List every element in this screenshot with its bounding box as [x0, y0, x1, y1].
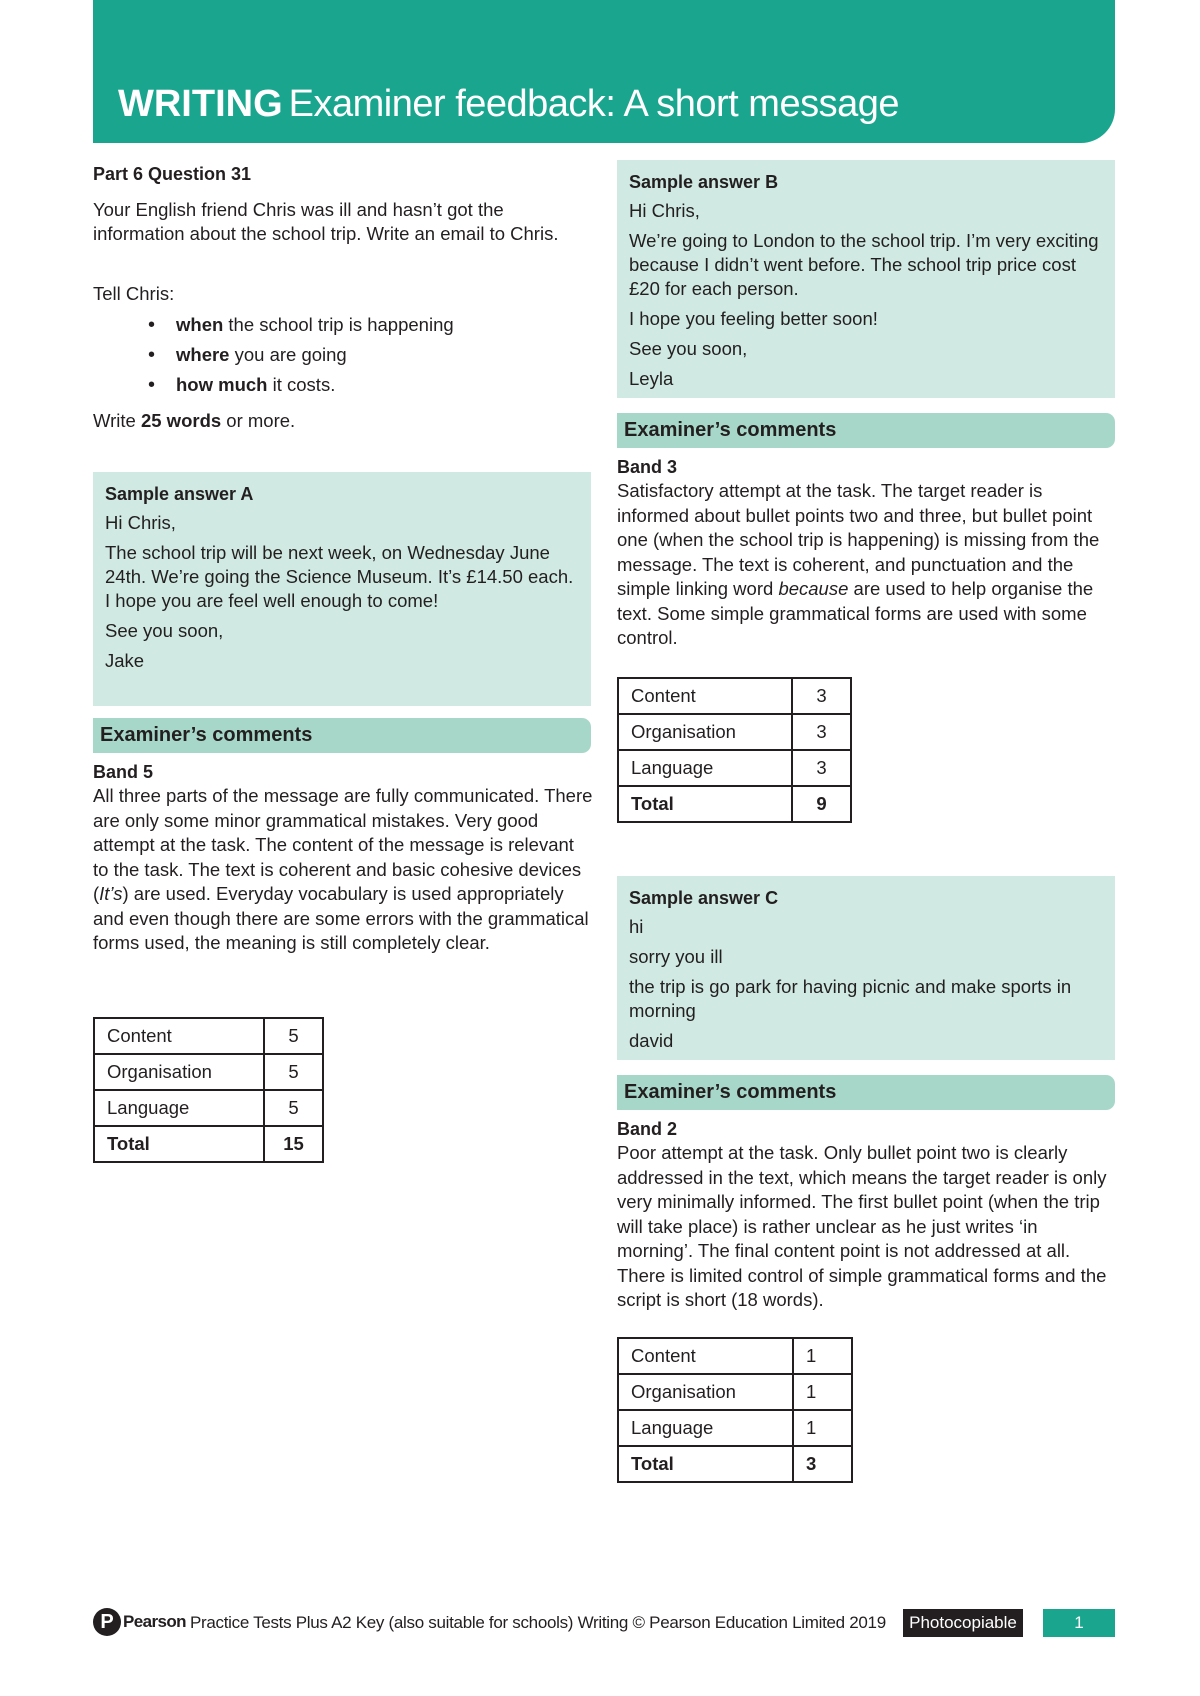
sample-answer-a [93, 472, 591, 706]
band-text: Poor attempt at the task. Only bullet point two is clearly addressed in the text, which means the target reader is only very minimally informed. The first bullet point (when the trip will take place) is rather unclear as he just writes ‘in morning’. The final content point is not addressed at all. There is limited control of simple grammatical forms and the script is short (18 words). [617, 1142, 1107, 1310]
table-row: Content 1 [618, 1338, 852, 1374]
question-bullets [148, 310, 454, 400]
sample-line: See you soon, [105, 620, 224, 641]
comments-heading: Examiner’s comments [93, 718, 591, 753]
sample-line: The school trip will be next week, on Wednesday June 24th. We’re going the Science Museum. It’s £14.50 each. I hope you are feel well enough to come! [105, 542, 574, 611]
sample-line: david [629, 1030, 674, 1051]
sample-line: the trip is go park for having picnic and make sports in morning [629, 976, 1072, 1021]
sample-answer-b [617, 160, 1115, 398]
footer-brand: Pearson [123, 1612, 186, 1631]
table-row: Content 5 [94, 1018, 323, 1054]
sample-line: See you soon, [629, 338, 748, 359]
sample-answer-c [617, 876, 1115, 1060]
question-text: Your English friend Chris was ill and hasn’t got the information about the school trip. Write an email to Chris. [93, 199, 559, 244]
list-item: • how much it costs. [148, 370, 454, 400]
comments-heading: Examiner’s comments [617, 413, 1115, 448]
sample-heading: Sample answer C [629, 888, 779, 908]
band-text: All three parts of the message are fully communicated. There are only some minor grammatical mistakes. Very good attempt at the task. The content of the message is relevant to the task. The text is coherent and basic cohesive devices (It’s) are used. Everyday vocabulary is used appropriately and even though there are some errors with the grammatical forms used, the meaning is still completely clear. [93, 785, 593, 953]
comments-heading: Examiner’s comments [617, 1075, 1115, 1110]
band-text: Satisfactory attempt at the task. The target reader is informed about bullet points two and three, but bullet point one (when the school trip is happening) is missing from the message. The text is coherent, and punctuation and the simple linking word because are used to help organise the text. Some simple grammatical forms are used with some control. [617, 480, 1100, 648]
table-row: Language 3 [618, 750, 851, 786]
band-label: Band 5 [93, 762, 154, 782]
photocopiable-badge: Photocopiable [903, 1609, 1023, 1637]
question-word-count: Write 25 words or more. [93, 410, 296, 431]
list-item: • where you are going [148, 340, 454, 370]
score-table-a [93, 1017, 324, 1163]
list-item: • when the school trip is happening [148, 310, 454, 340]
page-title [118, 83, 899, 126]
table-row: Total 15 [94, 1126, 323, 1162]
sample-heading: Sample answer A [105, 484, 254, 504]
question-tell: Tell Chris: [93, 283, 175, 304]
table-row: Organisation 1 [618, 1374, 852, 1410]
sample-line: Jake [105, 650, 145, 671]
page-header [93, 0, 1115, 143]
sample-line: Hi Chris, [105, 512, 176, 533]
score-table-b [617, 677, 852, 823]
band-label: Band 2 [617, 1119, 678, 1139]
table-row: Language 1 [618, 1410, 852, 1446]
page-number: 1 [1043, 1609, 1115, 1637]
table-row: Total 3 [618, 1446, 852, 1482]
sample-heading: Sample answer B [629, 172, 779, 192]
sample-line: hi [629, 916, 644, 937]
sample-line: Hi Chris, [629, 200, 700, 221]
question-title: Part 6 Question 31 [93, 164, 252, 184]
page-footer [93, 1608, 1115, 1638]
table-row: Organisation 3 [618, 714, 851, 750]
title-strong: WRITING [118, 83, 283, 125]
score-table-c [617, 1337, 853, 1483]
table-row: Total 9 [618, 786, 851, 822]
table-row: Organisation 5 [94, 1054, 323, 1090]
title-rest: Examiner feedback: A short message [288, 83, 899, 125]
band-label: Band 3 [617, 457, 678, 477]
sample-line: We’re going to London to the school trip. I’m very exciting because I didn’t went before. The school trip price cost £20 for each person. [629, 230, 1099, 299]
table-row: Language 5 [94, 1090, 323, 1126]
table-row: Content 3 [618, 678, 851, 714]
sample-line: sorry you ill [629, 946, 723, 967]
footer-text: Practice Tests Plus A2 Key (also suitable for schools) Writing © Pearson Education Limited 2019 [190, 1613, 886, 1632]
sample-line: I hope you feeling better soon! [629, 308, 878, 329]
pearson-logo-icon: P [93, 1608, 121, 1636]
sample-line: Leyla [629, 368, 674, 389]
